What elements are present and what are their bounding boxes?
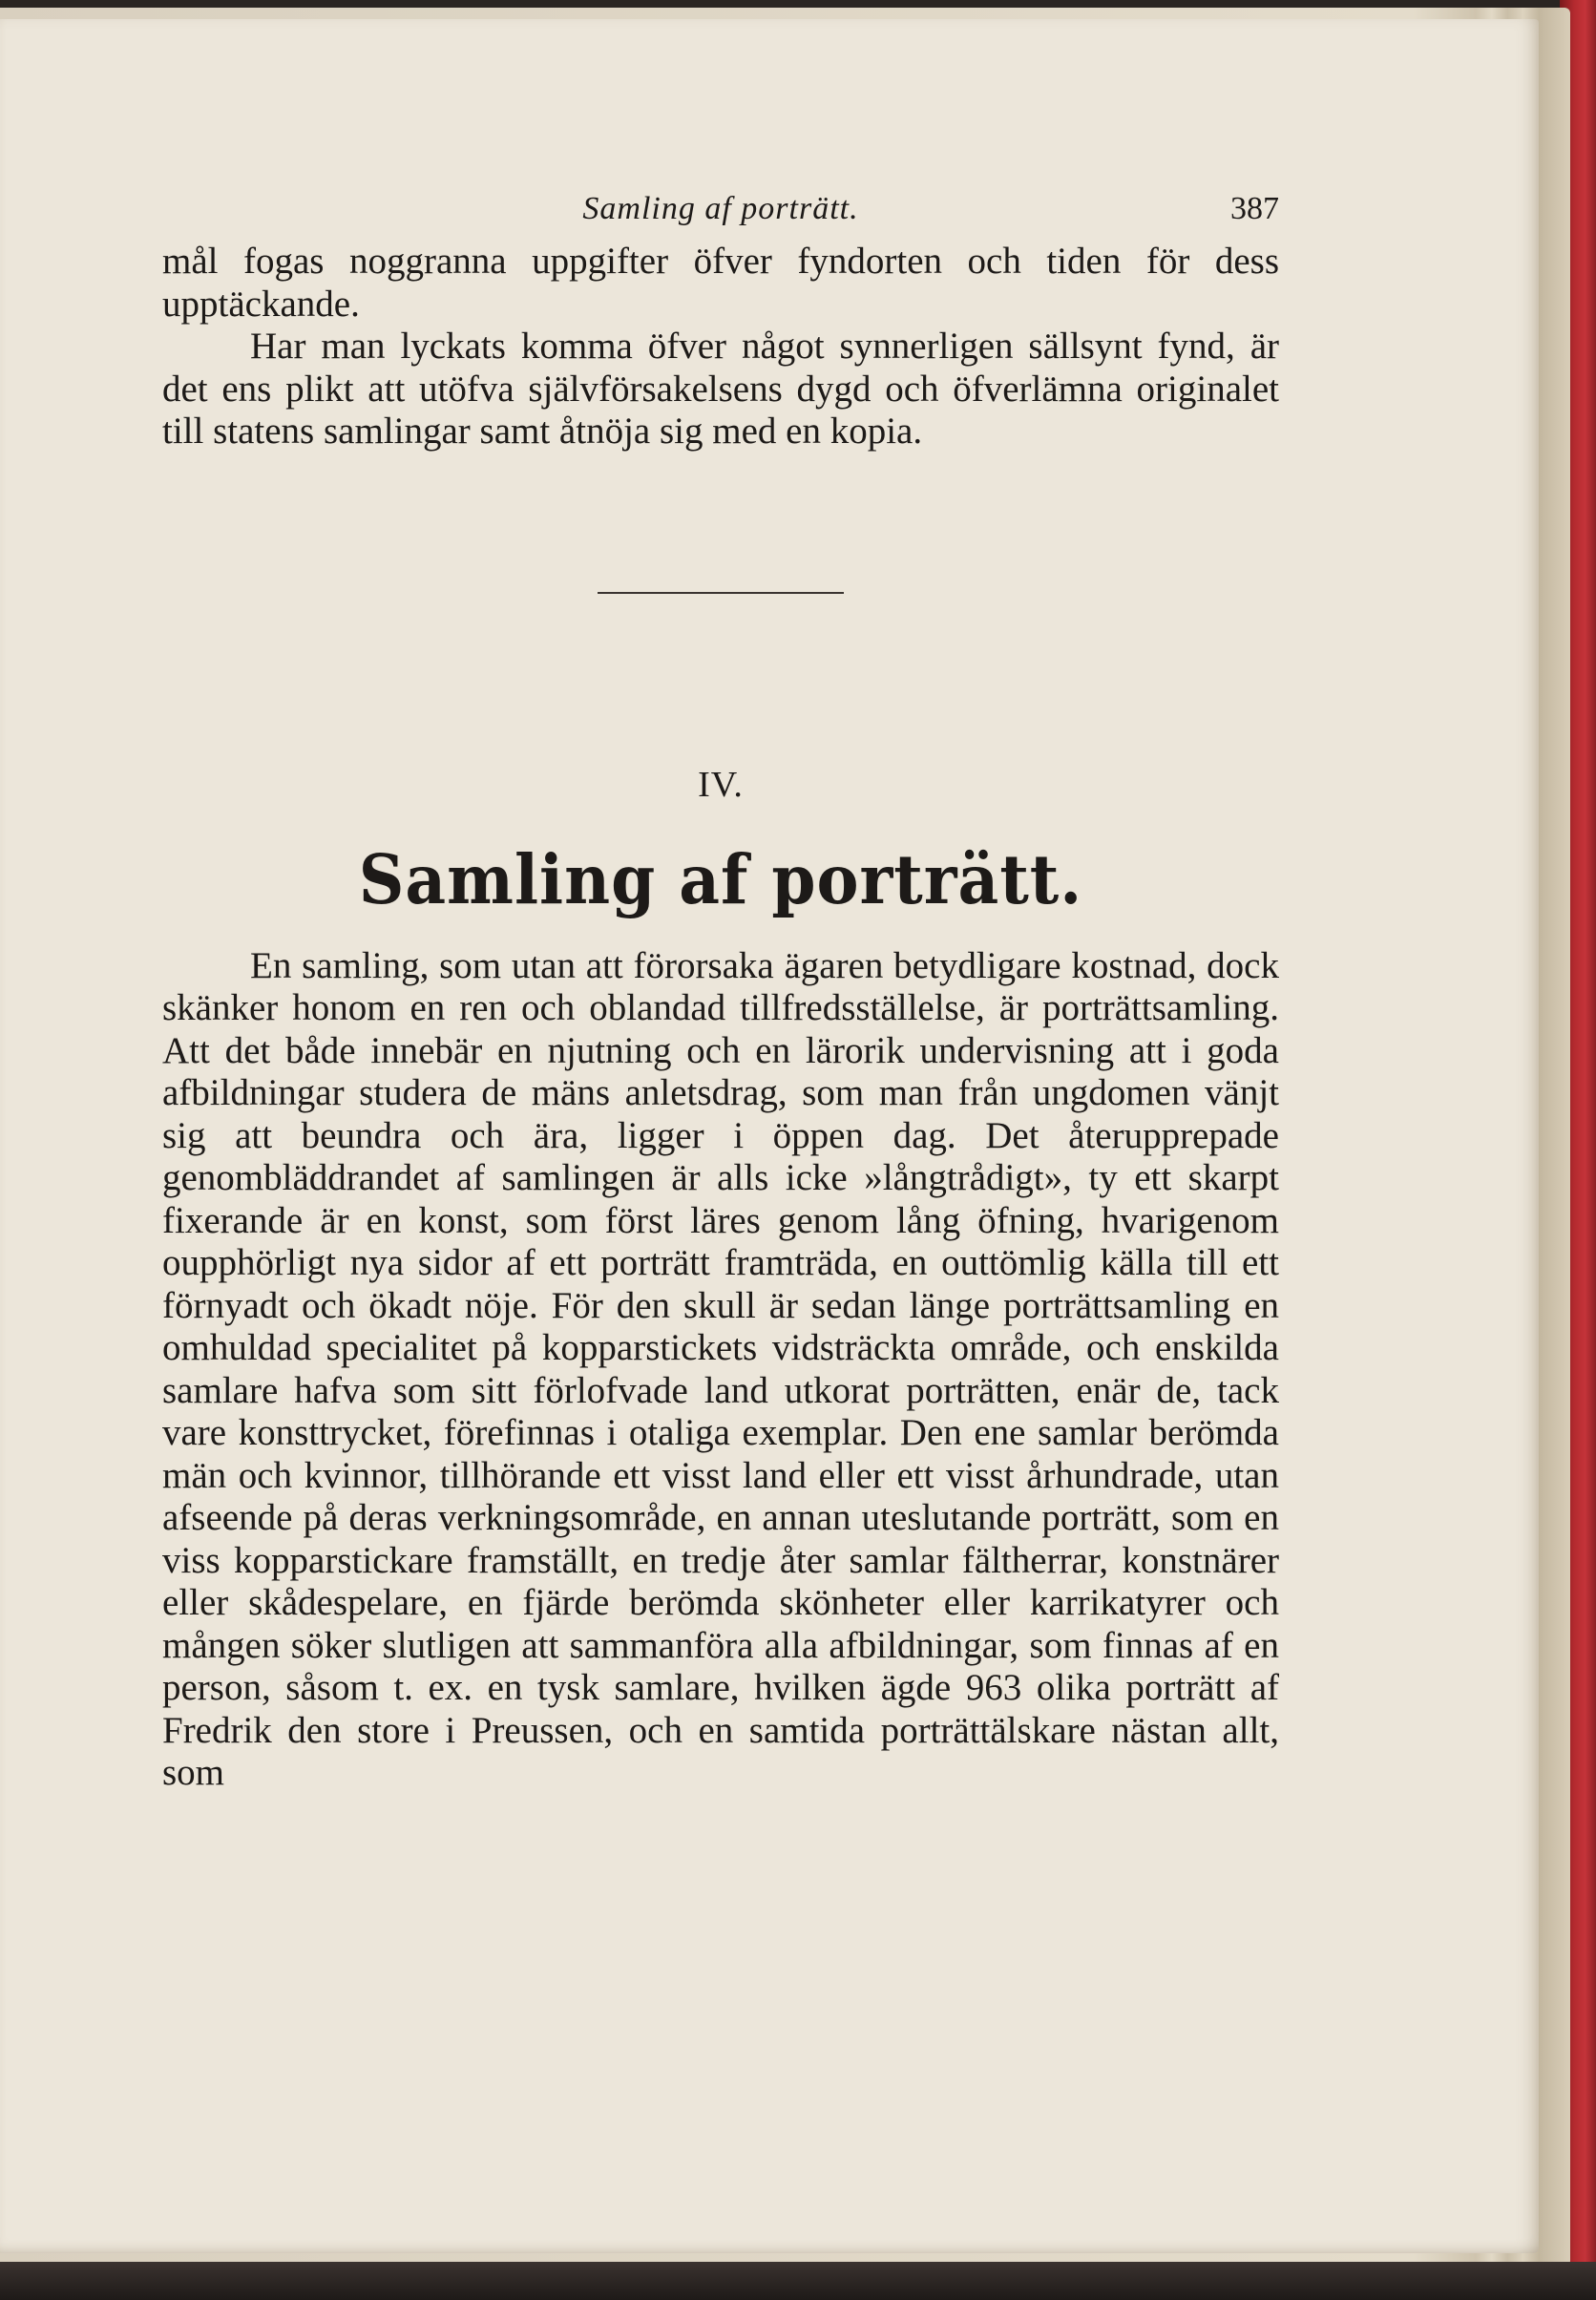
bottom-shadow xyxy=(0,2262,1596,2300)
section-body xyxy=(162,945,1279,1795)
intro-paragraph: Har man lyckats komma öfver något synnerligen sällsynt fynd, är det ens plikt att utöfva självförsakelsens dygd och öfverlämna originalet till statens samlingar samt åtnöja sig med en kopia. xyxy=(162,326,1279,452)
section-number: IV. xyxy=(698,764,744,805)
text-block xyxy=(162,191,1279,1795)
section-divider xyxy=(598,592,844,594)
section-title: Samling af porträtt. xyxy=(358,838,1083,919)
page-number: 387 xyxy=(1230,191,1279,226)
section-paragraph: En samling, som utan att förorsaka ägaren betydligare kostnad, dock skänker honom en ren och oblandad tillfredsställelse, är porträttsamling. Att det både innebär en njutning och en lärorik undervisning att i goda afbildningar studera de mäns anletsdrag, som man från ungdomen vänjt sig att beundra och ära, ligger i öppen dag. Det återupprepade genombläddrandet af samlingen är alls icke »långtrådigt», ty ett skarpt fixerande är en konst, som först läres genom lång öfning, hvarigenom oupphörligt nya sidor af ett porträtt framträda, en outtömlig källa till ett förnyadt och ökadt nöje. För den skull är sedan länge porträttsamling en omhuldad specialitet på kopparstickets vidsträckta område, och enskilda samlare hafva som sitt förlofvade land utkorat porträtten, enär de, tack vare konsttrycket, förefinnas i otaliga exemplar. Den ene samlar berömda män och kvinnor, tillhörande ett visst land eller ett visst århundrade, utan afseende på deras verkningsområde, en annan uteslutande porträtt, som en viss kopparstickare framställt, en tredje åter samlar fältherrar, konstnärer eller skådespelare, en fjärde berömda skönheter eller karrikatyrer och mången söker slutligen att sammanföra alla afbildningar, som finnas af en person, såsom t. ex. en tysk samlare, hvilken ägde 963 olika porträtt af Fredrik den store i Preussen, och en samtida porträttälskare nästan allt, som xyxy=(162,944,1279,1793)
intro-paragraph-continued: mål fogas noggranna uppgifter öfver fyndorten och tiden för dess upptäckande. xyxy=(162,241,1279,325)
book-page xyxy=(0,19,1539,2253)
running-head xyxy=(162,191,1279,241)
running-title: Samling af porträtt. xyxy=(582,191,859,226)
